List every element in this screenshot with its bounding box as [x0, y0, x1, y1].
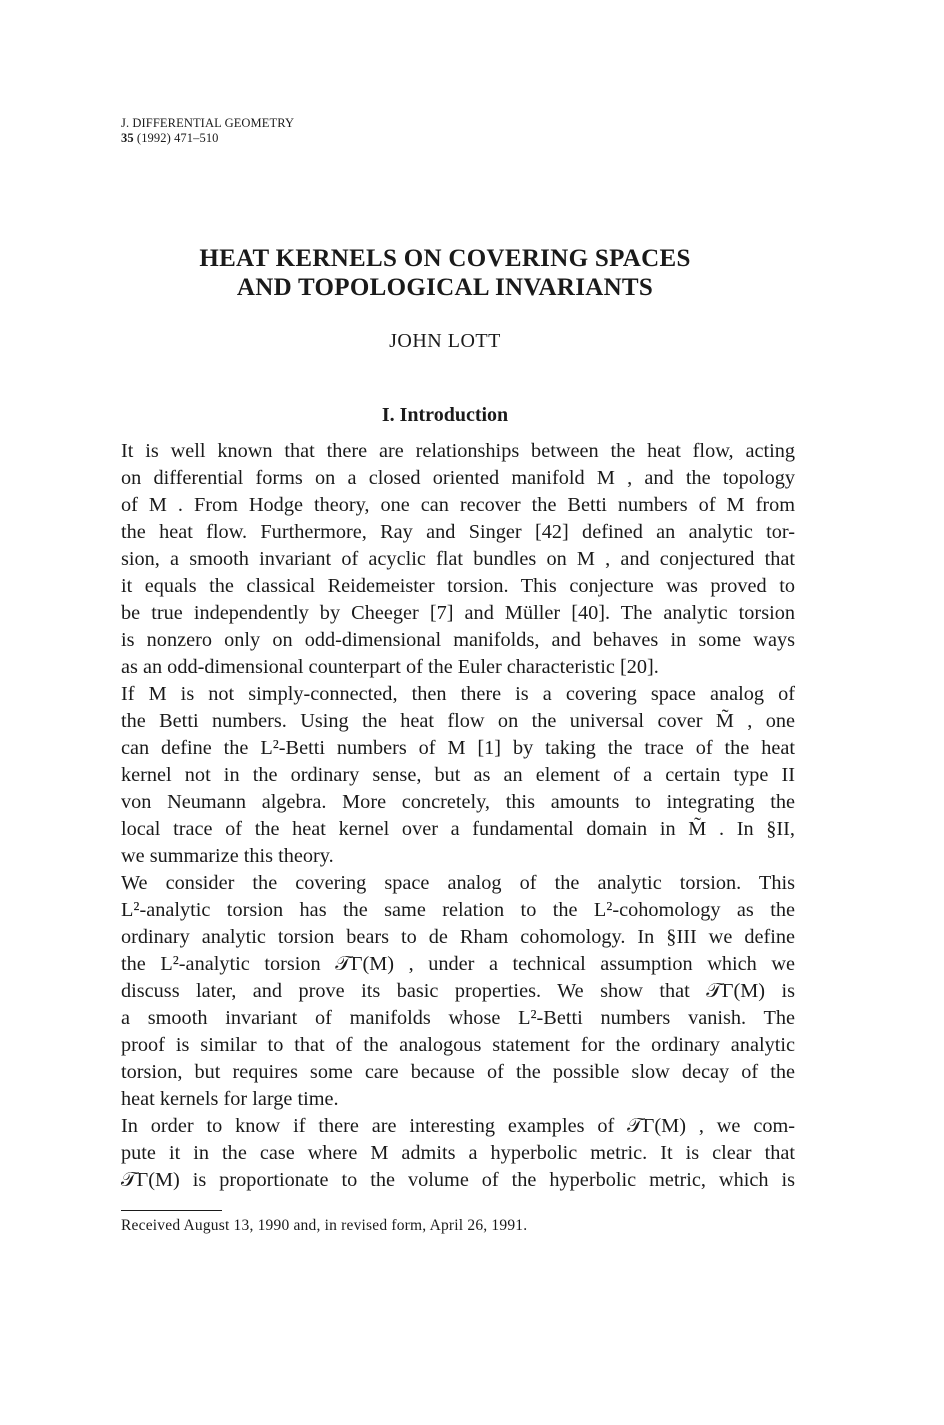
text-line: kernel not in the ordinary sense, but as an element of a certain type II [121, 764, 795, 786]
paragraph [121, 1113, 795, 1194]
text-line: of M . From Hodge theory, one can recover the Betti numbers of M from [121, 494, 795, 516]
text-line: We consider the covering space analog of the analytic torsion. This [121, 872, 795, 894]
text-line: the Betti numbers. Using the heat flow on the universal cover M̃ , one [121, 710, 795, 732]
paper-title-line-1: HEAT KERNELS ON COVERING SPACES [199, 245, 691, 272]
journal-name: J. DIFFERENTIAL GEOMETRY [121, 116, 295, 130]
text-line: be true independently by Cheeger [7] and Müller [40]. The analytic torsion [121, 602, 795, 624]
text-line: the heat flow. Furthermore, Ray and Singer [42] defined an analytic tor- [121, 521, 795, 543]
text-line: proof is similar to that of the analogous statement for the ordinary analytic [121, 1034, 795, 1056]
section-heading: I. Introduction [381, 404, 509, 426]
text-line: is nonzero only on odd-dimensional manifolds, and behaves in some ways [121, 629, 795, 651]
paper-title [120, 244, 770, 302]
text-line: pute it in the case where M admits a hyperbolic metric. It is clear that [121, 1142, 795, 1164]
text-line: the L²-analytic torsion 𝒯Γ(M) , under a technical assumption which we [121, 953, 795, 975]
journal-volume-line [121, 131, 294, 146]
journal-issue-pages: (1992) 471–510 [133, 131, 219, 145]
text-line: as an odd-dimensional counterpart of the Euler characteristic [20]. [121, 656, 659, 678]
paper-title-line-2: AND TOPOLOGICAL INVARIANTS [236, 274, 654, 301]
text-line: 𝒯Γ(M) is proportionate to the volume of the hyperbolic metric, which is [121, 1169, 795, 1191]
text-line: sion, a smooth invariant of acyclic flat bundles on M , and conjectured that [121, 548, 795, 570]
text-line: on differential forms on a closed oriented manifold M , and the topology [121, 467, 795, 489]
text-line: If M is not simply-connected, then there is a covering space analog of [121, 683, 795, 705]
body-text [121, 438, 795, 1194]
text-line: discuss later, and prove its basic properties. We show that 𝒯Γ(M) is [121, 980, 795, 1002]
text-line: can define the L²-Betti numbers of M [1] by taking the trace of the heat [121, 737, 795, 759]
text-line: It is well known that there are relationships between the heat flow, acting [121, 440, 795, 462]
paragraph [121, 681, 795, 870]
text-line: torsion, but requires some care because of the possible slow decay of the [121, 1061, 795, 1083]
text-line: a smooth invariant of manifolds whose L²-Betti numbers vanish. The [121, 1007, 795, 1029]
text-line: L²-analytic torsion has the same relation to the L²-cohomology as the [121, 899, 795, 921]
text-line: ordinary analytic torsion bears to de Rham cohomology. In §III we define [121, 926, 795, 948]
text-line: local trace of the heat kernel over a fundamental domain in M̃ . In §II, [121, 818, 795, 840]
journal-volume: 35 [121, 131, 134, 145]
text-line: von Neumann algebra. More concretely, this amounts to integrating the [121, 791, 795, 813]
text-line: In order to know if there are interesting examples of 𝒯Γ(M) , we com- [121, 1115, 795, 1137]
text-line: heat kernels for large time. [121, 1088, 339, 1110]
journal-header [121, 116, 294, 146]
footnote: Received August 13, 1990 and, in revised form, April 26, 1991. [121, 1217, 528, 1234]
paragraph [121, 870, 795, 1113]
text-line: we summarize this theory. [121, 845, 334, 867]
author-name: JOHN LOTT [389, 330, 501, 352]
paragraph [121, 438, 795, 681]
text-line: it equals the classical Reidemeister torsion. This conjecture was proved to [121, 575, 795, 597]
footnote-rule [121, 1210, 222, 1211]
